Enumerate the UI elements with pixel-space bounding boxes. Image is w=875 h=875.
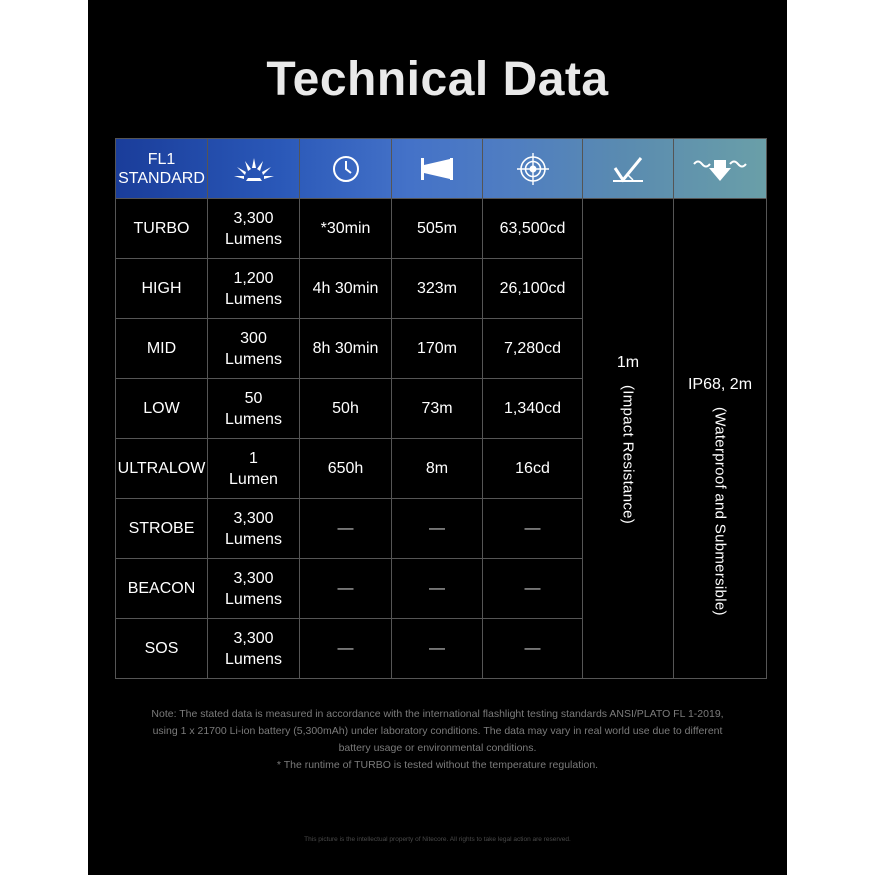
lumens-value: 3,300	[233, 209, 274, 227]
distance-value: 505m	[416, 220, 458, 237]
intensity-cell	[483, 199, 583, 259]
distance-value: —	[429, 640, 445, 657]
runtime-cell	[300, 199, 392, 259]
runtime-value: —	[337, 580, 354, 597]
intensity-value: —	[524, 640, 541, 657]
lumens-unit: Lumens	[225, 650, 282, 668]
impact-cell	[583, 199, 674, 679]
impact-label: (Impact Resistance)	[619, 385, 637, 525]
mode-cell	[116, 199, 208, 259]
header-model: FL1	[147, 150, 176, 168]
runtime-value: 650h	[327, 460, 364, 477]
intensity-cell	[483, 439, 583, 499]
lumens-cell	[208, 559, 300, 619]
lumens-unit: Lumens	[225, 530, 282, 548]
runtime-cell	[300, 439, 392, 499]
intensity-cell	[483, 319, 583, 379]
intensity-value: 7,280cd	[504, 340, 561, 357]
intensity-cell	[483, 379, 583, 439]
distance-value: 8m	[425, 460, 449, 477]
table-row	[116, 199, 767, 259]
mode-cell	[116, 559, 208, 619]
distance-cell	[392, 559, 483, 619]
mode-label: HIGH	[141, 280, 182, 297]
distance-value: —	[429, 520, 445, 537]
runtime-cell	[300, 499, 392, 559]
distance-cell	[392, 499, 483, 559]
header-standard-label: STANDARD	[118, 169, 205, 187]
table-header-row	[116, 139, 767, 199]
waterproof-value: IP68, 2m	[687, 375, 753, 393]
header-waterproof	[674, 139, 767, 199]
mode-cell	[116, 439, 208, 499]
lumens-value: 1,200	[233, 269, 274, 287]
copyright-notice: This picture is the intellectual property of Nitecore. All rights to take legal action are reserved.	[304, 836, 571, 843]
lumens-value: 300	[240, 329, 267, 347]
note-line-4: * The runtime of TURBO is tested without the temperature regulation.	[276, 759, 599, 771]
runtime-cell	[300, 559, 392, 619]
footnote	[110, 706, 765, 774]
lumens-value: 3,300	[233, 509, 274, 527]
lumens-unit: Lumens	[225, 410, 282, 428]
mode-label: SOS	[144, 640, 179, 657]
intensity-cell	[483, 499, 583, 559]
runtime-value: 4h 30min	[312, 280, 379, 297]
lumens-unit: Lumens	[225, 350, 282, 368]
intensity-value: —	[524, 580, 541, 597]
header-standard	[116, 139, 208, 199]
mode-cell	[116, 259, 208, 319]
distance-cell	[392, 379, 483, 439]
lumens-value: 3,300	[233, 569, 274, 587]
lumens-unit: Lumens	[225, 230, 282, 248]
distance-cell	[392, 439, 483, 499]
mode-cell	[116, 619, 208, 679]
note-line-1: Note: The stated data is measured in accordance with the international flashlight testing standards ANSI/PLATO FL 1-2019,	[151, 708, 724, 720]
note-line-2: using 1 x 21700 Li-ion battery (5,300mAh) under laboratory conditions. The data may vary in real world use due to different	[152, 725, 723, 737]
impact-resistance-icon	[611, 154, 645, 184]
runtime-value: —	[337, 520, 354, 537]
header-runtime	[300, 139, 392, 199]
mode-cell	[116, 499, 208, 559]
lumens-cell	[208, 499, 300, 559]
lumens-cell	[208, 619, 300, 679]
mode-label: BEACON	[127, 580, 196, 597]
spec-table	[115, 138, 767, 679]
intensity-cell	[483, 559, 583, 619]
runtime-cell	[300, 379, 392, 439]
mode-label: TURBO	[133, 220, 190, 237]
lumens-value: 3,300	[233, 629, 274, 647]
intensity-value: 1,340cd	[504, 400, 561, 417]
distance-value: 170m	[416, 340, 458, 357]
intensity-value: 16cd	[515, 460, 550, 477]
intensity-value: 63,500cd	[499, 220, 566, 237]
header-impact	[583, 139, 674, 199]
runtime-icon	[331, 154, 361, 184]
distance-cell	[392, 319, 483, 379]
waterproof-icon	[692, 154, 748, 184]
intensity-value: 26,100cd	[499, 280, 566, 297]
mode-label: MID	[146, 340, 177, 357]
note-line-3: battery usage or environmental conditions.	[338, 742, 537, 754]
header-brightness	[208, 139, 300, 199]
lumens-cell	[208, 439, 300, 499]
lumens-value: 50	[244, 389, 263, 407]
waterproof-cell	[674, 199, 767, 679]
runtime-cell	[300, 319, 392, 379]
runtime-value: —	[337, 640, 354, 657]
impact-value: 1m	[616, 354, 640, 372]
intensity-value: —	[524, 520, 541, 537]
header-distance	[392, 139, 483, 199]
distance-cell	[392, 199, 483, 259]
lumens-unit: Lumens	[225, 590, 282, 608]
intensity-cell	[483, 619, 583, 679]
intensity-cell	[483, 259, 583, 319]
distance-value: —	[429, 580, 445, 597]
lumens-cell	[208, 199, 300, 259]
lumens-cell	[208, 319, 300, 379]
brightness-icon	[230, 154, 278, 184]
mode-label: STROBE	[128, 520, 195, 537]
lumens-unit: Lumens	[225, 290, 282, 308]
distance-cell	[392, 259, 483, 319]
distance-value: 73m	[421, 400, 453, 417]
runtime-value: *30min	[320, 220, 371, 237]
lumens-cell	[208, 259, 300, 319]
distance-cell	[392, 619, 483, 679]
waterproof-label: (Waterproof and Submersible)	[711, 406, 729, 616]
page-title: Technical Data	[266, 53, 609, 106]
header-intensity	[483, 139, 583, 199]
distance-value: 323m	[416, 280, 458, 297]
lumens-unit: Lumen	[229, 470, 278, 488]
runtime-value: 50h	[332, 400, 359, 417]
lumens-cell	[208, 379, 300, 439]
peak-intensity-icon	[516, 152, 550, 186]
mode-label: ULTRALOW	[117, 460, 206, 477]
mode-label: LOW	[143, 400, 180, 417]
mode-cell	[116, 379, 208, 439]
lumens-value: 1	[249, 449, 258, 467]
beam-distance-icon	[419, 156, 455, 182]
mode-cell	[116, 319, 208, 379]
runtime-value: 8h 30min	[312, 340, 379, 357]
runtime-cell	[300, 259, 392, 319]
runtime-cell	[300, 619, 392, 679]
